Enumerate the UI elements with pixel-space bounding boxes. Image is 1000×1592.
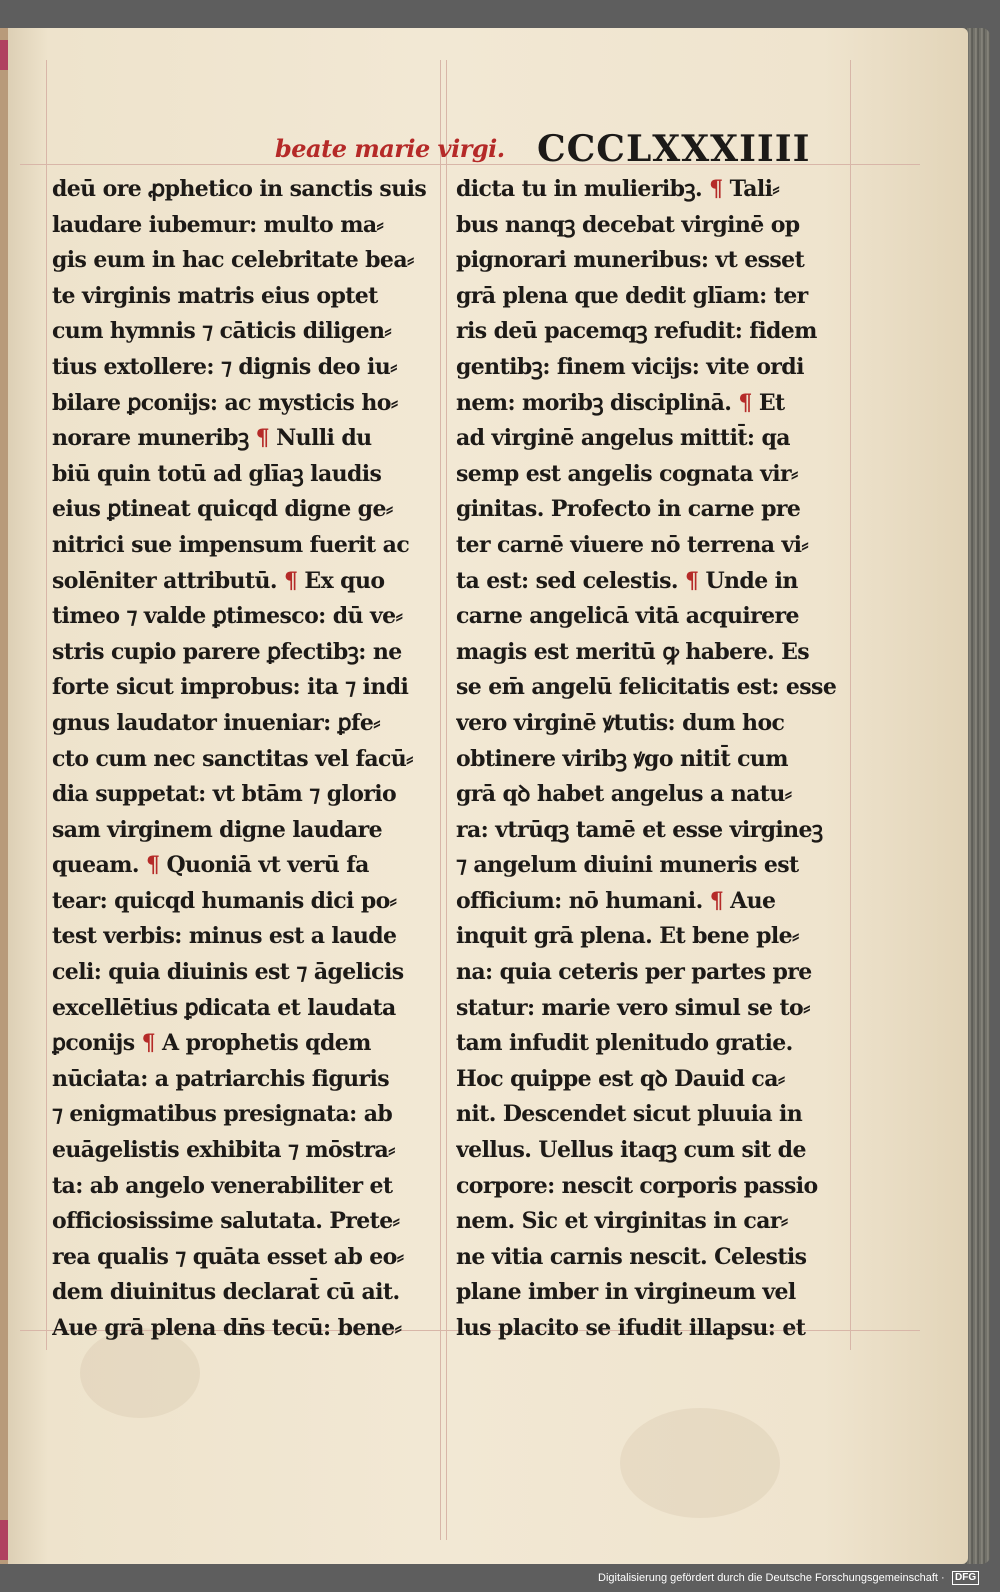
- rule-line: [46, 60, 47, 1350]
- text-line: inquit grā plena. Et bene ple⸗: [456, 923, 799, 950]
- text-line: cto cum nec sanctitas vel facū⸗: [52, 745, 413, 772]
- text-line: plane imber in virgineum vel: [456, 1279, 796, 1306]
- text-line: bus nanqꝫ decebat virginē op: [456, 211, 800, 238]
- text-line: solēniter attributū. ¶ Ex quo: [52, 567, 385, 594]
- text-line: ne vitia carnis nescit. Celestis: [456, 1243, 807, 1270]
- text-line: officium: nō humani. ¶ Aue: [456, 887, 776, 914]
- text-line: ta est: sed celestis. ¶ Unde in: [456, 567, 798, 594]
- digitization-credit: Digitalisierung gefördert durch die Deutsche Forschungsgemeinschaft ·: [598, 1572, 945, 1584]
- text-line: grā qꝺ habet angelus a natu⸗: [456, 781, 792, 808]
- rubric-pilcrow: ¶: [141, 1030, 155, 1057]
- text-line: sam virginem digne laudare: [52, 816, 382, 843]
- text-line: Hoc quippe est qꝺ Dauid ca⸗: [456, 1065, 785, 1092]
- rubric-pilcrow: ¶: [283, 567, 298, 594]
- text-line: gis eum in hac celebritate bea⸗: [52, 247, 414, 274]
- text-line: cum hymnis ⁊ cāticis diligen⸗: [52, 318, 392, 345]
- text-line: ter carnē viuere nō terrena vi⸗: [456, 531, 809, 558]
- text-line: stris cupio parere ꝑfectibꝫ: ne: [52, 638, 402, 665]
- text-line: officiosissime salutata. Prete⸗: [52, 1208, 400, 1235]
- text-line: vero virginē ꝟtutis: dum hoc: [456, 709, 785, 736]
- text-line: norare muneribꝫ ¶ Nulli du: [52, 425, 372, 452]
- text-line: se em̄ angelū felicitatis est: esse: [456, 674, 837, 701]
- text-line: tius extollere: ⁊ dignis deo iu⸗: [52, 353, 397, 380]
- text-line: laudare iubemur: multo ma⸗: [52, 211, 384, 238]
- text-line: celi: quia diuinis est ⁊ āgelicis: [52, 959, 404, 986]
- rubric-pilcrow: ¶: [709, 887, 724, 914]
- rule-line: [446, 60, 447, 1540]
- text-line: nūciata: a patriarchis figuris: [52, 1065, 390, 1092]
- text-line: gentibꝫ: finem vicijs: vite ordi: [456, 353, 804, 380]
- text-line: rea qualis ⁊ quāta esset ab eo⸗: [52, 1243, 404, 1270]
- text-line: carne angelicā vitā acquirere: [456, 603, 799, 630]
- text-line: nem: moribꝫ disciplinā. ¶ Et: [456, 389, 785, 416]
- text-line: magis est meritū ꝙ habere. Es: [456, 638, 810, 665]
- text-line: tear: quicqd humanis dici po⸗: [52, 887, 397, 914]
- text-line: euāgelistis exhibita ⁊ mōstra⸗: [52, 1137, 395, 1164]
- text-line: excellētius ꝑdicata et laudata: [52, 994, 396, 1021]
- text-line: nit. Descendet sicut pluuia in: [456, 1101, 803, 1128]
- text-line: ad virginē angelus mittit̄: qa: [456, 425, 790, 452]
- running-head: beate marie virgi.: [275, 134, 505, 163]
- rubric-pilcrow: ¶: [709, 176, 723, 202]
- rubric-pilcrow: ¶: [738, 389, 752, 416]
- text-line: biū quin totū ad glīaꝫ laudis: [52, 460, 382, 487]
- folio-number: CCCLXXXIIII: [537, 128, 811, 170]
- text-line: na: quia ceteris per partes pre: [456, 959, 812, 986]
- text-line: ris deū pacemqꝫ refudit: fidem: [456, 318, 817, 345]
- text-line: dia suppetat: vt btām ⁊ glorio: [52, 781, 397, 808]
- text-line: gnus laudator inueniar: ꝑfe⸗: [52, 709, 381, 736]
- text-line: corpore: nescit corporis passio: [456, 1172, 818, 1199]
- text-line: lus placito se ifudit illapsu: et: [456, 1315, 806, 1341]
- text-line: nitrici sue impensum fuerit ac: [52, 531, 410, 558]
- paper-stain: [620, 1408, 780, 1518]
- text-line: grā plena que dedit glīam: ter: [456, 282, 808, 309]
- text-line: ta: ab angelo venerabiliter et: [52, 1172, 393, 1199]
- text-line: deū ore ꝓphetico in sanctis suis: [52, 176, 427, 202]
- text-line: pignorari muneribus: vt esset: [456, 247, 805, 274]
- dfg-logo: DFG: [952, 1571, 979, 1585]
- text-line: ra: vtrūqꝫ tamē et esse virgineꝫ: [456, 816, 823, 843]
- text-line: timeo ⁊ valde ꝑtimesco: dū ve⸗: [52, 603, 403, 630]
- text-line: eius ꝑtineat quicqd digne ge⸗: [52, 496, 393, 523]
- text-line: Aue grā plena dn̄s tecū: bene⸗: [52, 1315, 402, 1341]
- text-line: obtinere viribꝫ ꝟgo nitit̄ cum: [456, 745, 788, 772]
- text-line: queam. ¶ Quoniā vt verū fa: [52, 852, 369, 879]
- rubric-pilcrow: ¶: [255, 425, 270, 452]
- page-header: [275, 128, 815, 172]
- text-line: statur: marie vero simul se to⸗: [456, 994, 810, 1021]
- text-line: ⁊ enigmatibus presignata: ab: [52, 1101, 393, 1128]
- text-line: bilare ꝑconijs: ac mysticis ho⸗: [52, 389, 398, 416]
- text-line: nem. Sic et virginitas in car⸗: [456, 1208, 788, 1235]
- text-line: test verbis: minus est a laude: [52, 923, 397, 950]
- text-column-left: [52, 172, 442, 1347]
- rubric-pilcrow: ¶: [684, 567, 699, 594]
- text-line: dicta tu in mulieribꝫ. ¶ Tali⸗: [456, 176, 780, 202]
- page-gutter: [0, 28, 8, 1564]
- text-line: semp est angelis cognata vir⸗: [456, 460, 798, 487]
- rubric-pilcrow: ¶: [146, 852, 160, 879]
- rule-line: [850, 60, 851, 1350]
- text-line: vellus. Uellus itaqꝫ cum sit de: [456, 1137, 806, 1164]
- text-line: ⁊ angelum diuini muneris est: [456, 852, 799, 879]
- text-line: dem diuinitus declarat̄ cū ait.: [52, 1279, 400, 1306]
- binding-thread: [0, 40, 8, 70]
- text-line: tam infudit plenitudo gratie.: [456, 1030, 793, 1057]
- text-line: ginitas. Profecto in carne pre: [456, 496, 801, 523]
- binding-thread: [0, 1520, 8, 1560]
- text-line: ꝑconijs ¶ A prophetis qdem: [52, 1030, 371, 1057]
- text-line: forte sicut improbus: ita ⁊ indi: [52, 674, 409, 701]
- text-column-right: [456, 172, 846, 1347]
- text-line: te virginis matris eius optet: [52, 282, 378, 309]
